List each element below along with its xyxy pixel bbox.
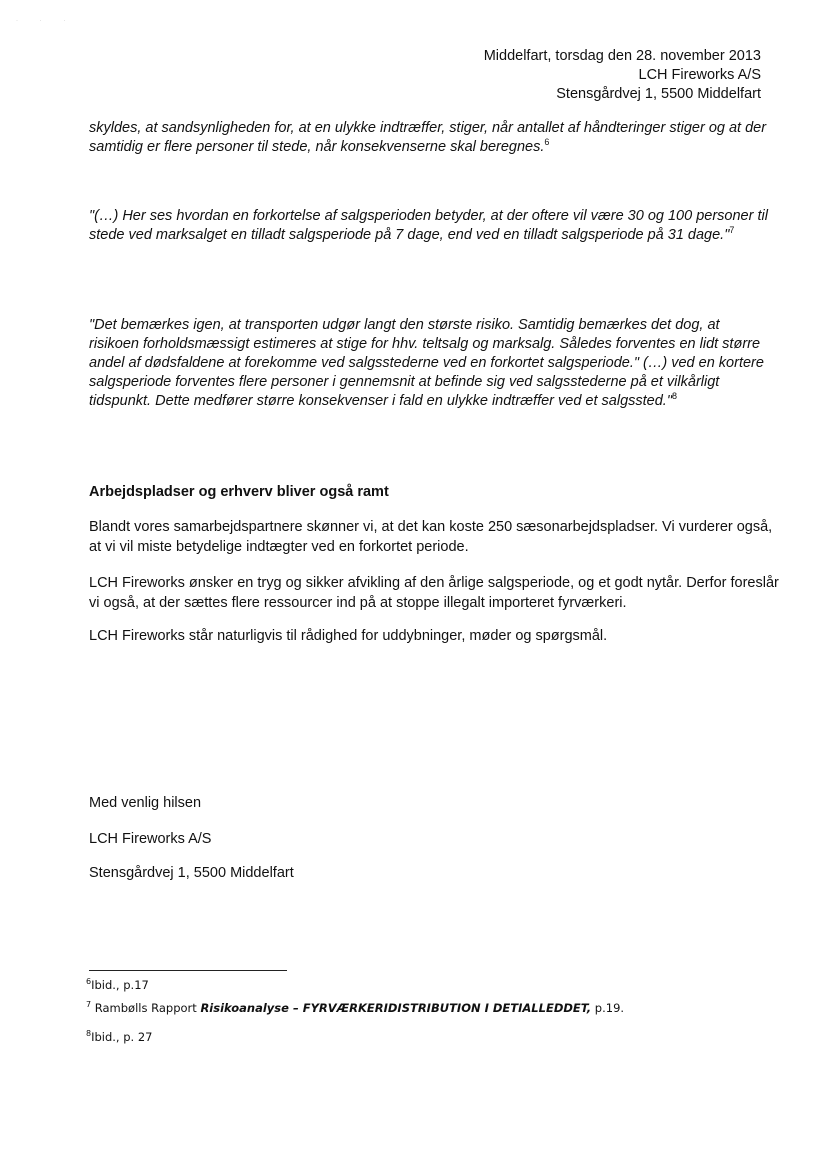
footnote-8-number: 8 [86, 1029, 92, 1039]
footnote-ref-8: 8 [671, 391, 677, 402]
footnote-8-text: Ibid., p. 27 [91, 1030, 153, 1044]
letter-header [484, 47, 761, 104]
footnote-divider [89, 970, 287, 971]
footnote-8 [86, 1030, 153, 1044]
footnote-7-prefix: Rambølls Rapport [94, 1001, 201, 1015]
signature-greeting: Med venlig hilsen [89, 795, 202, 811]
quote-1-text: skyldes, at sandsynligheden for, at en ulykke indtræffer, stiger, når antallet af håndteringer stiger og at der samtidig er flere personer til stede, når konsekvenserne skal beregnes. [89, 120, 767, 155]
header-address: Stensgårdvej 1, 5500 Middelfart [556, 86, 761, 102]
signature-address: Stensgårdvej 1, 5500 Middelfart [89, 865, 294, 881]
footnote-6-text: Ibid., p.17 [91, 978, 149, 992]
paragraph-proposal: LCH Fireworks ønsker en tryg og sikker afvikling af den årlige salgsperiode, og et godt nytår. Derfor foreslår vi også, at der sættes flere ressourcer ind på at stoppe illegalt importeret fyrværkeri. [89, 575, 779, 611]
signature-company: LCH Fireworks A/S [89, 831, 212, 847]
scan-specks: · · · [16, 18, 76, 24]
header-company: LCH Fireworks A/S [638, 67, 761, 83]
footnote-ref-7: 7 [729, 225, 735, 236]
quote-2 [89, 207, 769, 245]
paragraph-availability: LCH Fireworks står naturligvis til rådighed for uddybninger, møder og spørgsmål. [89, 628, 608, 644]
quote-1 [89, 119, 769, 157]
footnote-7-number: 7 [86, 1000, 92, 1010]
header-date-line: Middelfart, torsdag den 28. november 2013 [483, 48, 761, 64]
quote-3-text: "Det bemærkes igen, at transporten udgør langt den største risiko. Samtidig bemærkes det dog, at risikoen forholdsmæssigt estimeres at stige for hhv. teltsalg og marksalg. Således forventes en lidt større andel af dødsfaldene at forekomme ved salgsstederne ved en forkortet salgsperiode." (…) ved en kortere salgsperiode forventes flere personer i gennemsnit at befinde sig ved salgsstederne på et vilkårligt tidspunkt. Dette medfører større konsekvenser i fald en ulykke indtræffer ved et salgssted." [89, 317, 764, 409]
footnote-7 [86, 1001, 624, 1015]
footnote-7-suffix: p.19. [591, 1001, 625, 1015]
footnote-7-title: Risikoanalyse – FYRVÆRKERIDISTRIBUTION I DETIALLEDDET, [200, 1001, 592, 1015]
footnote-6-number: 6 [86, 977, 92, 987]
quote-3 [89, 316, 769, 411]
quote-2-text: "(…) Her ses hvordan en forkortelse af salgsperioden betyder, at der oftere vil være 30 og 100 personer til stede ved marksalget en tilladt salgsperiode på 7 dage, end ved en tilladt salgsperiode på 31 dage." [89, 208, 768, 243]
footnote-ref-6: 6 [544, 137, 550, 148]
footnote-6 [86, 978, 149, 992]
section-heading: Arbejdspladser og erhverv bliver også ramt [89, 484, 389, 500]
paragraph-jobs: Blandt vores samarbejdspartnere skønner vi, at det kan koste 250 sæsonarbejdspladser. Vi vurderer også, at vi vil miste betydelige indtægter ved en forkortet periode. [89, 519, 773, 555]
